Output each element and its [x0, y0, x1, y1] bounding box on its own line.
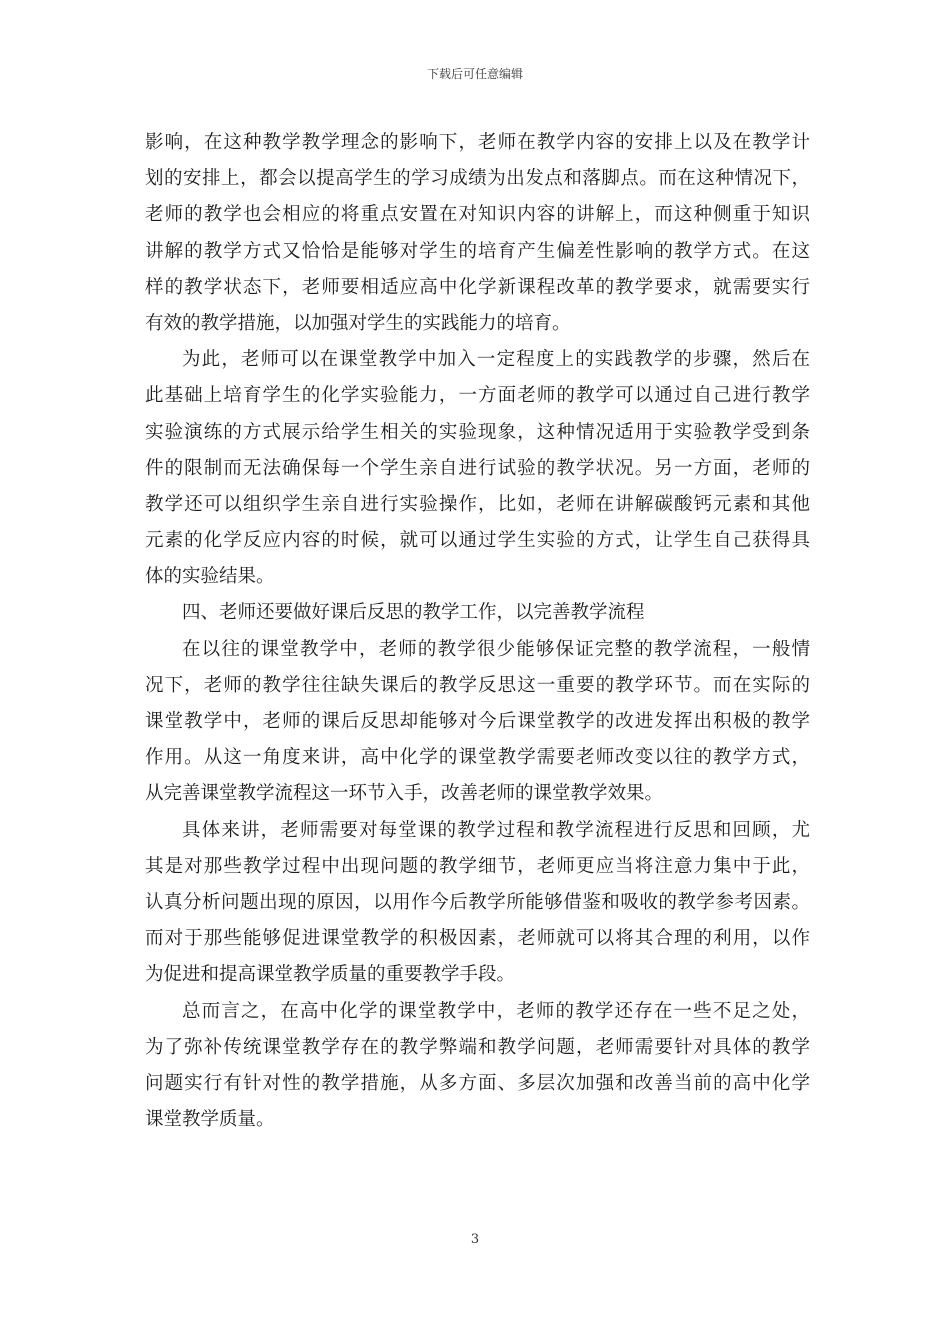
- text-line: 况下，老师的教学往往缺失课后的教学反思这一重要的教学环节。而在实际的: [145, 674, 810, 696]
- text-line: 为此，老师可以在课堂教学中加入一定程度上的实践教学的步骤，然后在: [182, 349, 810, 371]
- text-line: 课堂教学质量。: [145, 1109, 275, 1131]
- text-line: 讲解的教学方式又恰恰是能够对学生的培育产生偏差性影响的教学方式。在这: [145, 240, 810, 262]
- section-heading: [145, 595, 810, 631]
- text-line: 在以往的课堂教学中，老师的教学很少能够保证完整的教学流程，一般情: [182, 638, 810, 660]
- text-line: 件的限制而无法确保每一个学生亲自进行试验的教学状况。另一方面，老师的: [145, 457, 810, 479]
- heading-text: 四、老师还要做好课后反思的教学工作，以完善教学流程: [182, 602, 645, 624]
- text-line: 教学还可以组织学生亲自进行实验操作，比如，老师在讲解碳酸钙元素和其他: [145, 493, 810, 515]
- paragraph: [145, 342, 810, 595]
- text-line: 问题实行有针对性的教学措施，从多方面、多层次加强和改善当前的高中化学: [145, 1072, 810, 1094]
- text-line: 为促进和提高课堂教学质量的重要教学手段。: [145, 964, 516, 986]
- text-line: 总而言之，在高中化学的课堂教学中，老师的教学还存在一些不足之处，: [182, 1000, 810, 1022]
- page-number: 3: [470, 1232, 480, 1247]
- text-line: 认真分析问题出现的原因，以用作今后教学所能够借鉴和吸收的教学参考因素。: [145, 891, 810, 913]
- text-line: 划的安排上，都会以提高学生的学习成绩为出发点和落脚点。而在这种情况下，: [145, 168, 810, 190]
- document-body: [145, 125, 810, 1138]
- text-line: 从完善课堂教学流程这一环节入手，改善老师的课堂教学效果。: [145, 783, 664, 805]
- paragraph: [145, 125, 810, 342]
- paragraph: [145, 994, 810, 1139]
- text-line: 影响，在这种教学教学理念的影响下，老师在教学内容的安排上以及在教学计: [145, 132, 810, 153]
- paragraph: [145, 632, 810, 813]
- text-line: 有效的教学措施，以加强对学生的实践能力的培育。: [145, 312, 571, 334]
- text-line: 而对于那些能够促进课堂教学的积极因素，老师就可以将其合理的利用，以作: [145, 928, 810, 950]
- text-line: 其是对那些教学过程中出现问题的教学细节，老师更应当将注意力集中于此，: [145, 855, 810, 877]
- text-line: 课堂教学中，老师的课后反思却能够对今后课堂教学的改进发挥出积极的教学: [145, 711, 810, 732]
- text-line: 此基础上培育学生的化学实验能力，一方面老师的教学可以通过自己进行教学: [145, 385, 810, 407]
- text-line: 作用。从这一角度来讲，高中化学的课堂教学需要老师改变以往的教学方式，: [145, 747, 810, 769]
- paragraph: [145, 813, 810, 994]
- text-line: 元素的化学反应内容的时候，就可以通过学生实验的方式，让学生自己获得具: [145, 530, 810, 552]
- text-line: 老师的教学也会相应的将重点安置在对知识内容的讲解上，而这种侧重于知识: [145, 204, 810, 226]
- text-line: 体的实验结果。: [145, 566, 275, 588]
- text-line: 实验演练的方式展示给学生相关的实验现象，这种情况适用于实验教学受到条: [145, 421, 810, 443]
- text-line: 为了弥补传统课堂教学存在的教学弊端和教学问题，老师需要针对具体的教学: [145, 1036, 810, 1058]
- text-line: 具体来讲，老师需要对每堂课的教学过程和教学流程进行反思和回顾，尤: [182, 819, 810, 841]
- page-header: 下载后可任意编辑: [426, 67, 523, 81]
- text-line: 样的教学状态下，老师要相适应高中化学新课程改革的教学要求，就需要实行: [145, 276, 810, 298]
